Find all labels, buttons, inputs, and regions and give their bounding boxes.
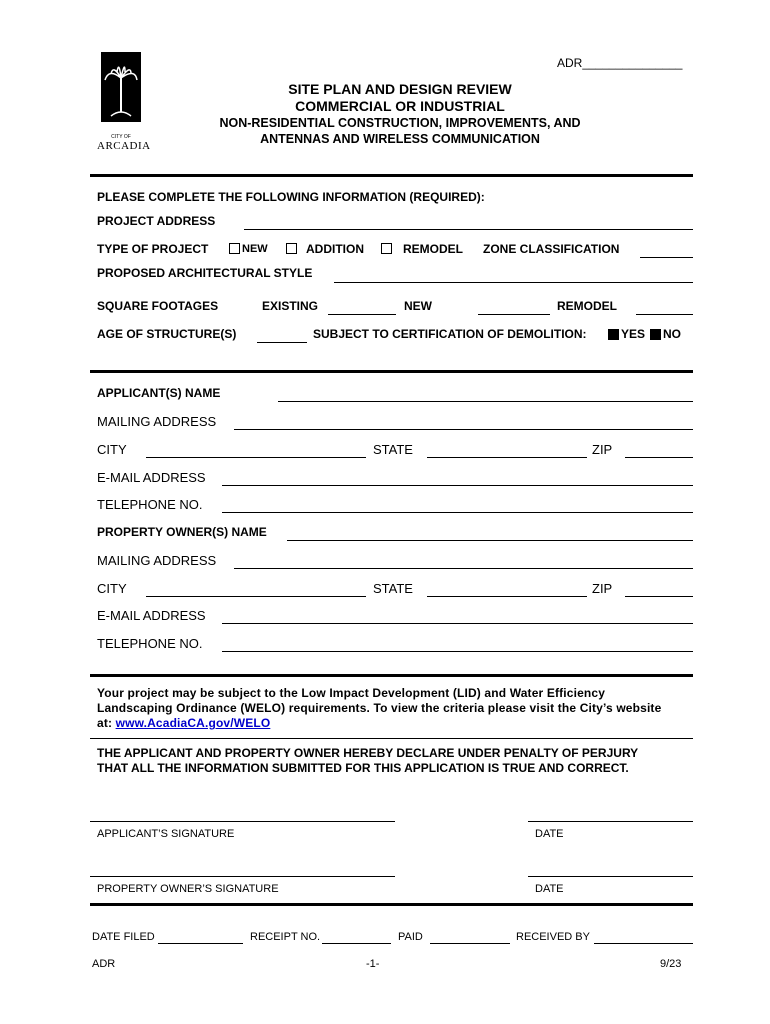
architectural-style-label: PROPOSED ARCHITECTURAL STYLE	[97, 266, 313, 280]
notice-line-1: Your project may be subject to the Low Impact Development (LID) and Water Efficiency	[97, 686, 606, 700]
subtitle-line-2: ANTENNAS AND WIRELESS COMMUNICATION	[260, 132, 540, 146]
owner-signature-field[interactable]	[90, 876, 395, 877]
applicant-name-field[interactable]	[278, 401, 693, 402]
existing-label: EXISTING	[262, 299, 319, 313]
section-divider	[90, 370, 693, 373]
applicant-signature-label: APPLICANT’S SIGNATURE	[97, 828, 235, 840]
applicant-mailing-label: MAILING ADDRESS	[97, 414, 217, 429]
owner-state-field[interactable]	[427, 596, 587, 597]
title-line-2: COMMERCIAL OR INDUSTRIAL	[295, 98, 505, 114]
owner-state-label: STATE	[373, 581, 413, 596]
applicant-phone-field[interactable]	[222, 512, 693, 513]
section-divider	[90, 738, 693, 739]
applicant-zip-label: ZIP	[592, 442, 613, 457]
notice-line-3	[97, 716, 687, 731]
notice-line-2: Landscaping Ordinance (WELO) requirements. To view the criteria please visit the City’s website	[97, 701, 662, 715]
welo-notice	[97, 686, 687, 731]
owner-date-field[interactable]	[528, 876, 693, 877]
type-remodel-checkbox[interactable]	[381, 243, 392, 254]
instructions: PLEASE COMPLETE THE FOLLOWING INFORMATION (REQUIRED):	[97, 190, 485, 204]
applicant-state-label: STATE	[373, 442, 413, 457]
arcadia-logo	[97, 50, 151, 152]
page-number: -1-	[366, 958, 380, 970]
revision-date: 9/23	[660, 958, 682, 970]
remodel-sqft-label: REMODEL	[557, 299, 617, 313]
applicant-city-field[interactable]	[146, 457, 366, 458]
new-sqft-field[interactable]	[478, 314, 550, 315]
notice-prefix: at:	[97, 716, 116, 730]
date-filed-label: DATE FILED	[92, 931, 155, 943]
zone-classification-label: ZONE CLASSIFICATION	[483, 242, 620, 256]
new-sqft-label: NEW	[404, 299, 432, 313]
applicant-email-field[interactable]	[222, 485, 693, 486]
zone-classification-field[interactable]	[640, 257, 693, 258]
subtitle-line-1: NON-RESIDENTIAL CONSTRUCTION, IMPROVEMENTS, AND	[219, 116, 581, 130]
owner-name-field[interactable]	[287, 540, 693, 541]
applicant-email-label: E-MAIL ADDRESS	[97, 470, 206, 485]
receipt-no-label: RECEIPT NO.	[250, 931, 321, 943]
owner-signature-label: PROPERTY OWNER’S SIGNATURE	[97, 883, 279, 895]
applicant-state-field[interactable]	[427, 457, 587, 458]
age-of-structure-label: AGE OF STRUCTURE(S)	[97, 327, 237, 341]
owner-city-field[interactable]	[146, 596, 366, 597]
declaration-line-2: THAT ALL THE INFORMATION SUBMITTED FOR THIS APPLICATION IS TRUE AND CORRECT.	[97, 761, 629, 775]
section-divider	[90, 903, 693, 906]
footer-left: ADR	[92, 958, 116, 970]
applicant-signature-field[interactable]	[90, 821, 395, 822]
palm-tree-icon	[97, 50, 145, 128]
applicant-date-field[interactable]	[528, 821, 693, 822]
adr-number-label: ADR_______________	[557, 56, 683, 70]
receipt-no-field[interactable]	[322, 943, 391, 944]
applicant-name-label: APPLICANT(S) NAME	[97, 386, 221, 400]
applicant-zip-field[interactable]	[625, 457, 693, 458]
owner-zip-label: ZIP	[592, 581, 613, 596]
section-divider	[90, 174, 693, 177]
type-addition-checkbox[interactable]	[286, 243, 297, 254]
age-of-structure-field[interactable]	[257, 342, 307, 343]
declaration-line-1: THE APPLICANT AND PROPERTY OWNER HEREBY DECLARE UNDER PENALTY OF PERJURY	[97, 746, 639, 760]
demolition-no-checkbox[interactable]	[650, 329, 661, 340]
owner-city-label: CITY	[97, 581, 127, 596]
demolition-no-label: NO	[663, 327, 681, 341]
type-new-label: NEW	[242, 243, 268, 255]
project-address-field[interactable]	[244, 229, 693, 230]
applicant-phone-label: TELEPHONE NO.	[97, 497, 203, 512]
project-address-label: PROJECT ADDRESS	[97, 214, 216, 228]
received-by-field[interactable]	[594, 943, 693, 944]
owner-zip-field[interactable]	[625, 596, 693, 597]
demolition-label: SUBJECT TO CERTIFICATION OF DEMOLITION:	[313, 327, 587, 341]
owner-date-label: DATE	[535, 883, 564, 895]
paid-label: PAID	[398, 931, 423, 943]
received-by-label: RECEIVED BY	[516, 931, 590, 943]
remodel-sqft-field[interactable]	[636, 314, 693, 315]
owner-phone-field[interactable]	[222, 651, 693, 652]
applicant-city-label: CITY	[97, 442, 127, 457]
type-new-checkbox[interactable]	[229, 243, 240, 254]
demolition-yes-checkbox[interactable]	[608, 329, 619, 340]
square-footages-label: SQUARE FOOTAGES	[97, 299, 219, 313]
owner-mailing-field[interactable]	[234, 568, 693, 569]
owner-email-field[interactable]	[222, 623, 693, 624]
project-type-label: TYPE OF PROJECT	[97, 242, 209, 256]
section-divider	[90, 674, 693, 677]
owner-mailing-label: MAILING ADDRESS	[97, 553, 217, 568]
logo-small-text: CITY OF	[111, 134, 131, 140]
owner-email-label: E-MAIL ADDRESS	[97, 608, 206, 623]
type-addition-label: ADDITION	[306, 242, 364, 256]
existing-sqft-field[interactable]	[328, 314, 396, 315]
demolition-yes-label: YES	[621, 327, 646, 341]
logo-city-name: ARCADIA	[97, 140, 151, 152]
architectural-style-field[interactable]	[334, 282, 693, 283]
owner-name-label: PROPERTY OWNER(S) NAME	[97, 525, 267, 539]
welo-link[interactable]: www.AcadiaCA.gov/WELO	[115, 716, 271, 730]
applicant-mailing-field[interactable]	[234, 429, 693, 430]
title-line-1: SITE PLAN AND DESIGN REVIEW	[288, 81, 512, 97]
applicant-date-label: DATE	[535, 828, 564, 840]
declaration	[97, 746, 697, 776]
paid-field[interactable]	[430, 943, 510, 944]
owner-phone-label: TELEPHONE NO.	[97, 636, 203, 651]
type-remodel-label: REMODEL	[403, 242, 463, 256]
date-filed-field[interactable]	[158, 943, 243, 944]
